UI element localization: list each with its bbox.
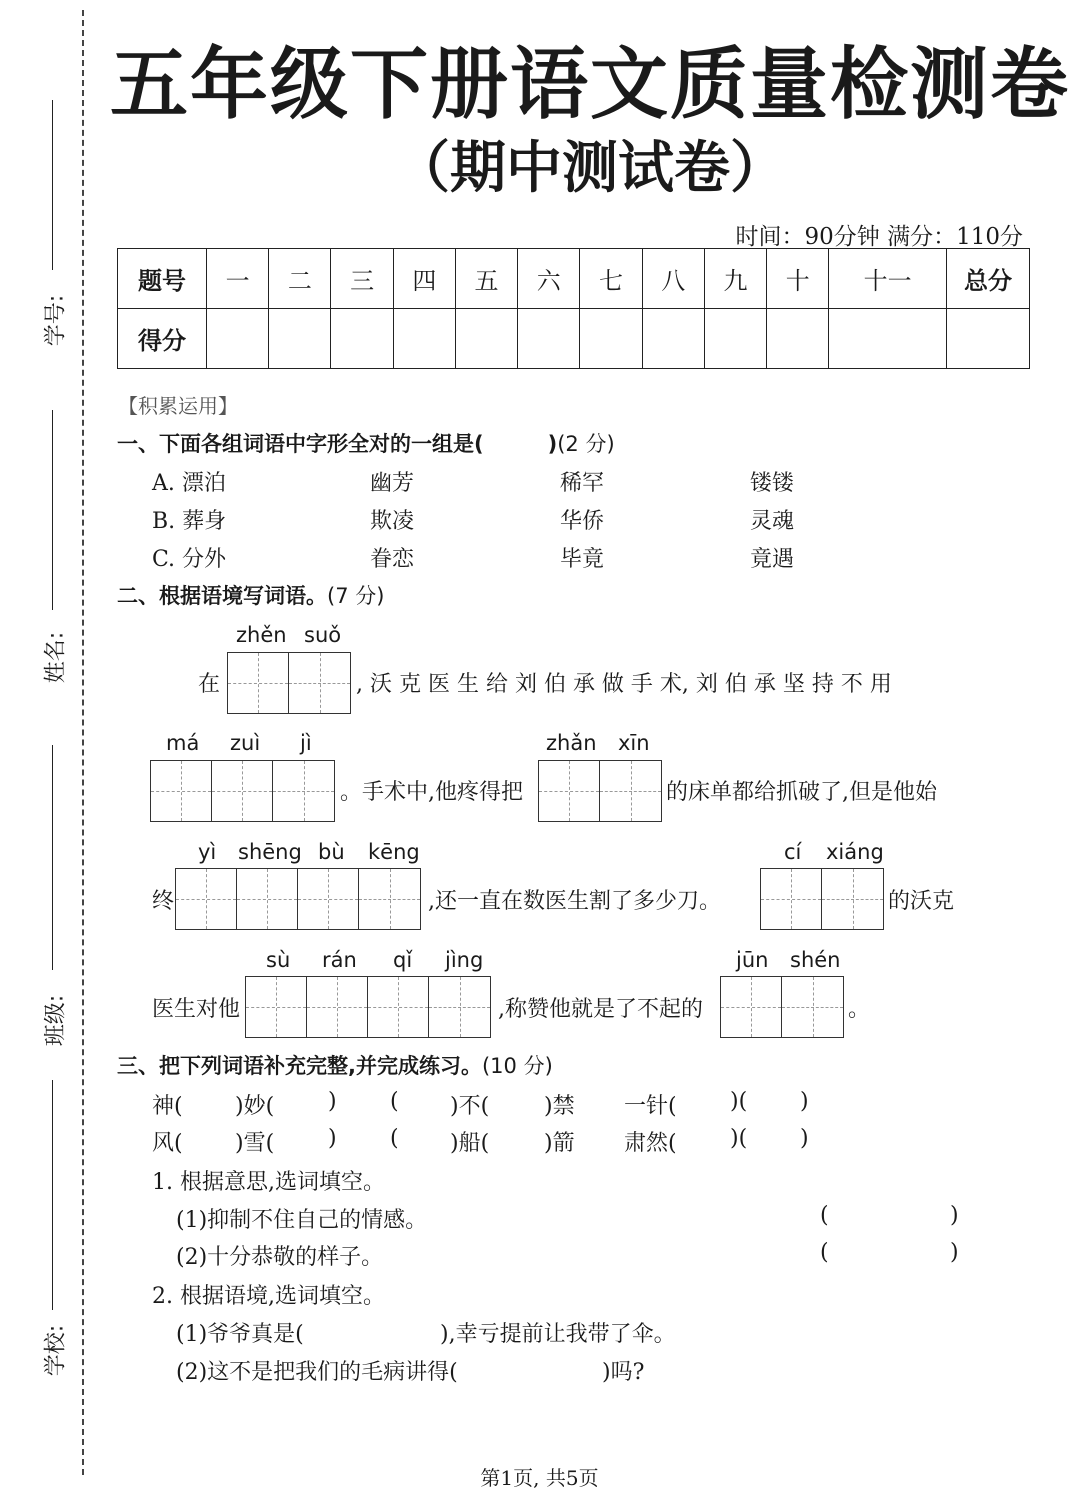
pinyin: cí [784,840,802,864]
pinyin: shén [790,948,841,972]
score-header-cell: 三 [331,249,393,309]
answer-box-suran[interactable] [245,976,491,1038]
page-subtitle: （期中测试卷） [394,135,786,201]
char-cell[interactable] [822,869,883,929]
score-header-cell: 十一 [829,249,947,309]
score-header-cell: 六 [518,249,580,309]
char-cell[interactable] [721,977,782,1037]
pinyin: yì [198,840,217,864]
pinyin: zhěn [236,623,287,647]
q3-fill-part: ) [800,1089,809,1114]
q2-line2-mid: 。手术中,他疼得把 [340,780,523,805]
score-cell[interactable] [455,309,517,369]
q1-option-b-word: 华侨 [560,509,605,534]
char-cell[interactable] [298,869,359,929]
char-cell[interactable] [176,869,237,929]
q3-sub1-paren: ) [950,1203,959,1228]
score-table [117,248,1030,369]
q3-fill-part: )妙( [235,1094,275,1119]
q2-line1-pre: 在 [198,672,221,697]
char-cell[interactable] [228,653,289,713]
q3-sub1-item: (1)抑制不住自己的情感。 [176,1208,428,1233]
char-cell[interactable] [212,761,273,821]
q3-fill-part: ( [390,1089,399,1114]
pinyin: rán [322,948,357,972]
q3-sub2-item1-pre: (1)爷爷真是( [176,1322,304,1347]
answer-box-yisheng[interactable] [175,868,421,930]
char-cell[interactable] [246,977,307,1037]
answer-box-junshen[interactable] [720,976,844,1038]
answer-box-zhensuo[interactable] [227,652,351,714]
q1-option-a-word: 幽芳 [370,471,415,496]
answer-box-mazuiji[interactable] [150,760,335,822]
score-header-cell: 九 [704,249,766,309]
q3-sub1-item: (2)十分恭敬的样子。 [176,1245,384,1270]
q3-fill-part: )禁 [544,1094,575,1119]
q3-fill-part: )( [730,1089,748,1114]
score-header-cell: 一 [207,249,269,309]
q3-sub2-item2-pre: (2)这不是把我们的毛病讲得( [176,1360,458,1385]
score-header-cell: 五 [455,249,517,309]
score-cell[interactable] [331,309,393,369]
answer-box-cixiang[interactable] [760,868,884,930]
q3-stem-text: 三、把下列词语补充完整,并完成练习。 [117,1054,482,1078]
score-cell[interactable] [269,309,331,369]
char-cell[interactable] [600,761,661,821]
q2-line1-post: , 沃 克 医 生 给 刘 伯 承 做 手 术, 刘 伯 承 坚 持 不 用 [356,672,892,697]
q2-points: (7 分) [327,584,385,608]
q3-fill-part: ) [800,1126,809,1151]
question-1-stem [117,428,615,458]
score-cell[interactable] [704,309,766,369]
score-header-cell: 总分 [947,249,1030,309]
class-label: 班级: [43,994,69,1047]
pinyin: suǒ [304,623,342,647]
q1-option-b: B. 葬身 [152,509,227,534]
q1-option-a: A. 漂泊 [152,471,226,496]
char-cell[interactable] [782,977,843,1037]
q3-sub2: 2. 根据语境,选词填空。 [152,1284,385,1309]
char-cell[interactable] [539,761,600,821]
q3-fill-part: )( [730,1126,748,1151]
q2-line2-post: 的床单都给抓破了,但是他始 [666,780,937,805]
score-cell[interactable] [642,309,704,369]
q3-fill-part: ( [390,1126,399,1151]
pinyin: jūn [736,948,769,972]
binding-dashed-line [82,10,84,1475]
name-line[interactable] [52,410,53,610]
score-cell[interactable] [580,309,642,369]
class-line[interactable] [52,745,53,970]
q3-sub2-item1-post: ),幸亏提前让我带了伞。 [440,1322,676,1347]
char-cell[interactable] [429,977,490,1037]
pinyin: qǐ [393,948,413,972]
score-header-row [118,249,1030,309]
q1-option-c-word: 毕竟 [560,547,605,572]
q3-fill-part: )箭 [544,1131,575,1156]
char-cell[interactable] [273,761,334,821]
q3-fill-part: )不( [450,1094,490,1119]
score-header-cell: 八 [642,249,704,309]
pinyin: zhǎn [546,731,597,755]
char-cell[interactable] [307,977,368,1037]
q3-fill-part: 风( [152,1131,183,1156]
score-header-cell: 七 [580,249,642,309]
score-value-row [118,309,1030,369]
q3-sub2-item2-post: )吗? [602,1360,645,1385]
q3-fill-part: ) [328,1089,337,1114]
q1-option-a-word: 稀罕 [560,471,605,496]
pinyin: jì [300,731,312,755]
school-line[interactable] [52,1080,53,1310]
q3-fill-part: 一针( [624,1094,677,1119]
q1-stem-end: ) [547,432,558,456]
pinyin: sù [266,948,291,972]
score-cell[interactable] [207,309,269,369]
page-title: 五年级下册语文质量检测卷 [110,39,1071,130]
question-3-stem [117,1050,553,1080]
char-cell[interactable] [289,653,350,713]
section-tag: 【积累运用】 [118,394,238,418]
pinyin: kēng [368,840,420,864]
answer-box-zhanxin[interactable] [538,760,662,822]
score-row-label: 得分 [118,309,207,369]
score-header-cell: 四 [393,249,455,309]
q2-line4-pre: 医生对他 [152,997,241,1022]
score-header-cell: 二 [269,249,331,309]
char-cell[interactable] [151,761,212,821]
pinyin: jìng [445,948,484,972]
q1-option-c-word: 竟遇 [750,547,795,572]
pinyin: xīn [618,731,650,755]
student-id-line[interactable] [52,100,53,270]
school-label: 学校: [43,1324,69,1377]
char-cell[interactable] [761,869,822,929]
q1-option-a-word: 镂镂 [750,471,795,496]
q1-option-c: C. 分外 [152,547,227,572]
q2-line4-post: 。 [848,997,871,1022]
q2-line3-post: 的沃克 [888,889,955,914]
score-cell[interactable] [947,309,1030,369]
pinyin: bù [318,840,345,864]
page-footer: 第1页, 共5页 [480,1466,599,1490]
pinyin: má [166,731,200,755]
name-label: 姓名: [43,631,69,684]
question-2-stem [117,580,384,610]
score-cell[interactable] [518,309,580,369]
q2-line3-mid: ,还一直在数医生割了多少刀。 [428,889,721,914]
q3-sub1-paren: ( [820,1203,829,1228]
score-cell[interactable] [767,309,829,369]
pinyin: xiáng [826,840,884,864]
q3-fill-part: ) [328,1126,337,1151]
pinyin: zuì [230,731,261,755]
score-cell[interactable] [829,309,947,369]
student-id-label: 学号: [43,294,69,347]
q3-points: (10 分) [481,1054,553,1078]
q3-fill-part: 肃然( [624,1131,677,1156]
score-header-cell: 题号 [118,249,207,309]
q3-sub1: 1. 根据意思,选词填空。 [152,1170,385,1195]
q2-line3-pre: 终 [152,889,175,914]
char-cell[interactable] [368,977,429,1037]
q3-sub1-paren: ( [820,1240,829,1265]
q3-fill-part: 神( [152,1094,183,1119]
q1-option-b-word: 灵魂 [750,509,795,534]
score-header-cell: 十 [767,249,829,309]
char-cell[interactable] [359,869,420,929]
q1-option-b-word: 欺凌 [370,509,415,534]
q3-sub1-paren: ) [950,1240,959,1265]
pinyin: shēng [238,840,302,864]
q1-stem-text: 一、下面各组词语中字形全对的一组是( [117,432,484,456]
q2-stem-text: 二、根据语境写词语。 [117,584,327,608]
q2-line4-mid: ,称赞他就是了不起的 [498,997,703,1022]
time-info: 时间：90分钟 满分：110分 [735,224,1023,250]
char-cell[interactable] [237,869,298,929]
score-cell[interactable] [393,309,455,369]
q3-fill-part: )船( [450,1131,490,1156]
q3-fill-part: )雪( [235,1131,275,1156]
q1-option-c-word: 眷恋 [370,547,415,572]
q1-points: (2 分) [557,432,615,456]
